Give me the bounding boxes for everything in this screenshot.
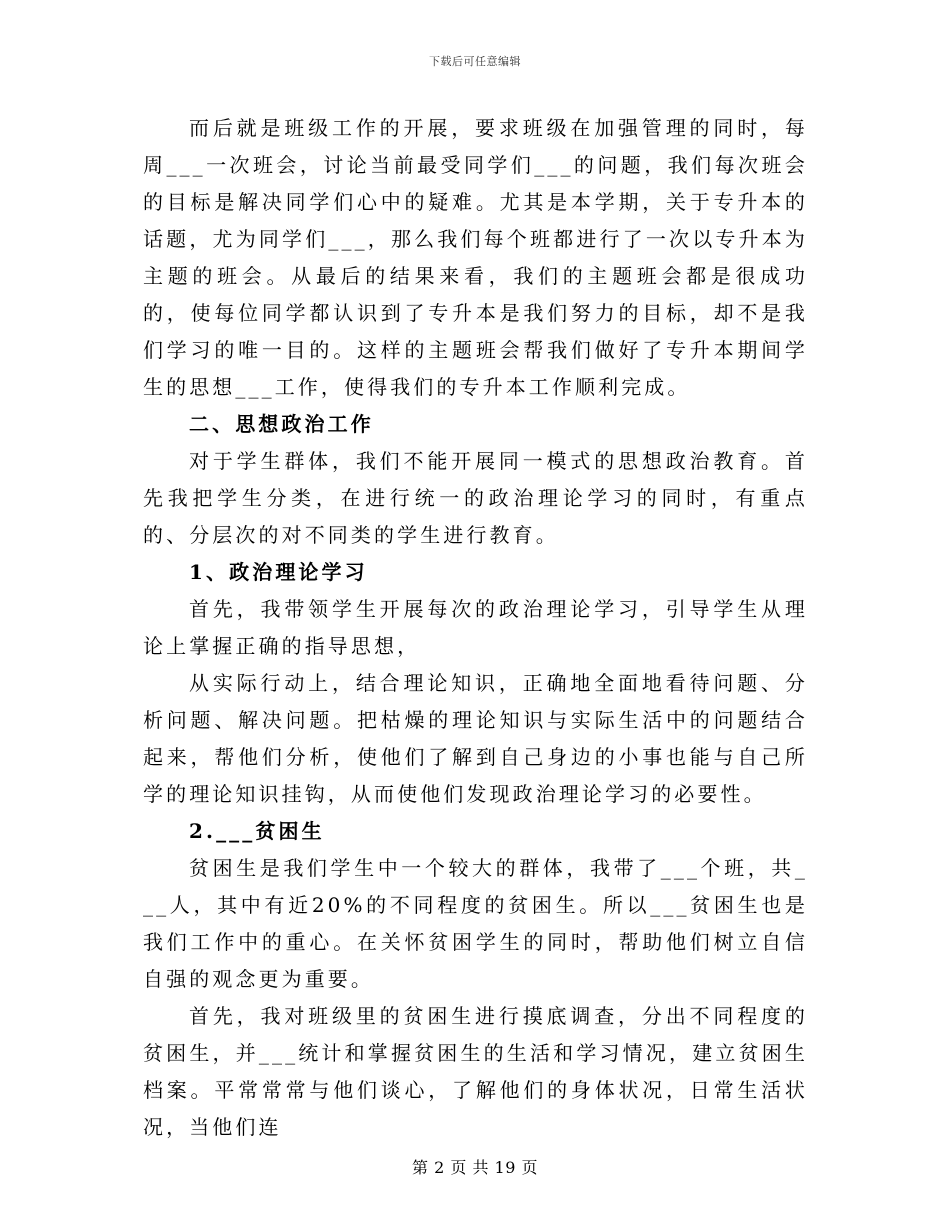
section-heading-ideological-political-work: 二、思想政治工作 xyxy=(189,412,374,436)
subheading-political-theory-study: 1、政治理论学习 xyxy=(189,560,368,584)
paragraph-ideological-education: 对于学生群体，我们不能开展同一模式的思想政治教育。首先我把学生分类，在进行统一的政治理论学习的同时，有重点的、分层次的对不同类的学生进行教育。 xyxy=(143,449,808,547)
page-header: 下载后可任意编辑 xyxy=(429,55,521,68)
page-number-footer: 第 2 页 共 19 页 xyxy=(412,1158,538,1177)
paragraph-theory-study-guidance: 首先，我带领学生开展每次的政治理论学习，引导学生从理论上掌握正确的指导思想， xyxy=(143,597,808,658)
subheading-poor-students: 2.___贫困生 xyxy=(189,819,325,843)
paragraph-poor-students-group: 贫困生是我们学生中一个较大的群体，我带了___个班，共___人，其中有近20%的不同程度的贫困生。所以___贫困生也是我们工作中的重心。在关怀贫困学生的同时，帮助他们树立自信自强的观念更为重要。 xyxy=(143,856,808,991)
paragraph-class-meetings: 而后就是班级工作的开展，要求班级在加强管理的同时，每周___一次班会，讨论当前最受同学们___的问题，我们每次班会的目标是解决同学们心中的疑难。尤其是本学期，关于专升本的话题，尤为同学们___，那么我们每个班都进行了一次以专升本为主题的班会。从最后的结果来看，我们的主题班会都是很成功的，使每位同学都认识到了专升本是我们努力的目标，却不是我们学习的唯一目的。这样的主题班会帮我们做好了专升本期间学生的思想___工作，使得我们的专升本工作顺利完成。 xyxy=(143,116,808,399)
document-body xyxy=(143,110,808,1146)
paragraph-practical-action: 从实际行动上，结合理论知识，正确地全面地看待问题、分析问题、解决问题。把枯燥的理论知识与实际生活中的问题结合起来，帮他们分析，使他们了解到自己身边的小事也能与自己所学的理论知识挂钩，从而使他们发现政治理论学习的必要性。 xyxy=(143,671,808,806)
paragraph-poor-students-survey: 首先，我对班级里的贫困生进行摸底调查，分出不同程度的贫困生，并___统计和掌握贫困生的生活和学习情况，建立贫困生档案。平常常常与他们谈心，了解他们的身体状况，日常生活状况，当他们连 xyxy=(143,1004,808,1139)
